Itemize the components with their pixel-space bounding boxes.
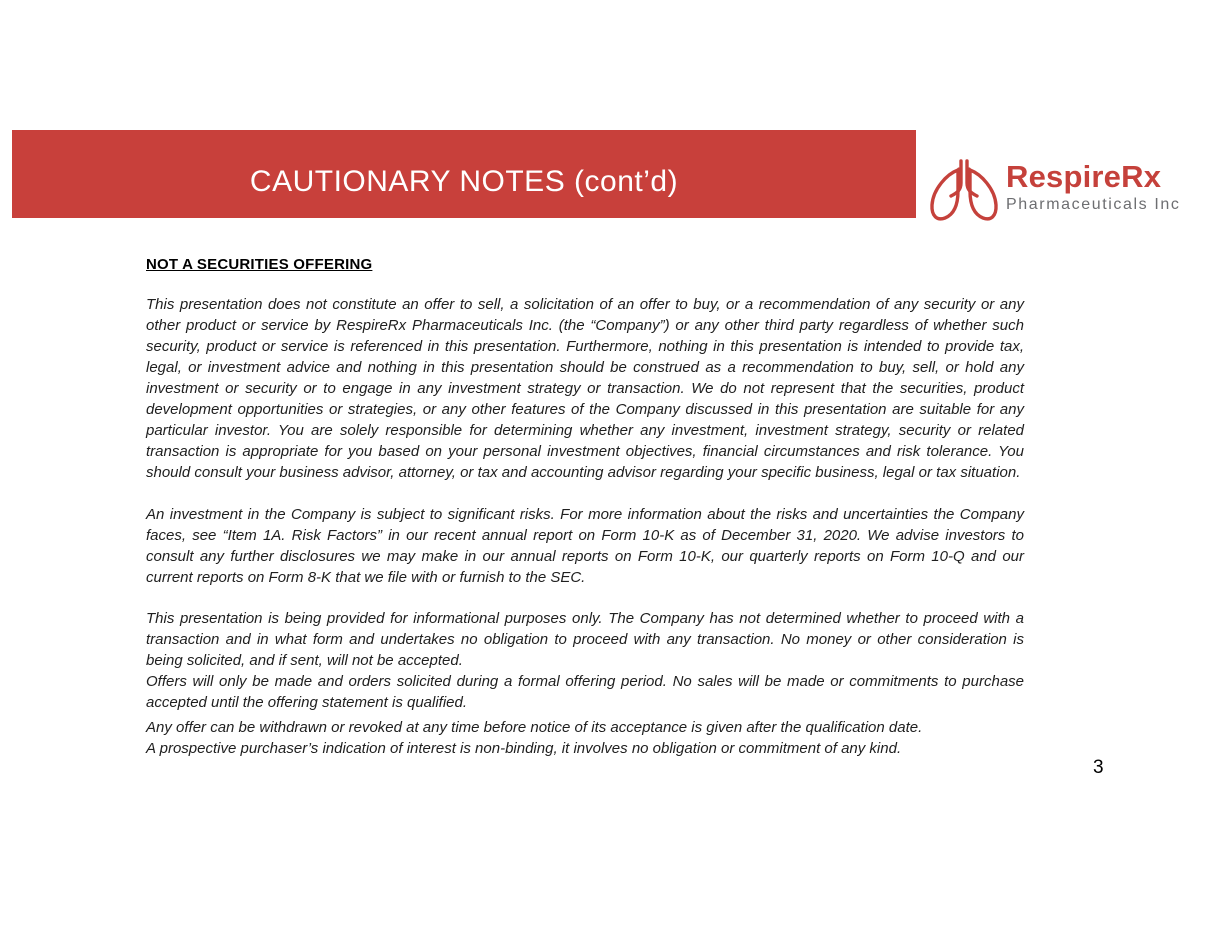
disclaimer-paragraph-2: An investment in the Company is subject to significant risks. For more information about the risks and uncertainties the Company faces, see “Item 1A. Risk Factors” in our recent annual report on Form 10-K as of December 31, 2020. We advise investors to consult any further disclosures we may make in our annual reports on Form 10-K, our quarterly reports on Form 10-Q and our current reports on Form 8-K that we file with or furnish to the SEC. xyxy=(146,506,1024,586)
disclaimer-paragraph-3-line-1: This presentation is being provided for informational purposes only. The Company has not determined whether to proceed with a transaction and in what form and undertakes no obligation to proceed with any transaction. No money or other consideration is being solicited, and if sent, will not be accepted. xyxy=(146,610,1024,669)
company-logo xyxy=(924,158,1199,228)
slide-title: CAUTIONARY NOTES (cont’d) xyxy=(249,165,679,198)
logo-company-subtitle: Pharmaceuticals Inc xyxy=(1006,196,1181,214)
page-number: 3 xyxy=(1093,757,1104,778)
title-banner xyxy=(12,130,916,218)
disclaimer-paragraph-3-line-2: Offers will only be made and orders solicited during a formal offering period. No sales will be made or commitments to purchase accepted until the offering statement is qualified. xyxy=(146,673,1024,711)
lungs-icon xyxy=(924,158,1004,226)
section-heading: NOT A SECURITIES OFFERING xyxy=(146,256,373,273)
slide-body xyxy=(146,256,1024,759)
logo-text xyxy=(1006,158,1180,214)
logo-company-name: RespireRx xyxy=(1006,159,1162,194)
disclaimer-paragraph-3 xyxy=(146,608,1024,759)
disclaimer-paragraph-3-line-4: A prospective purchaser’s indication of interest is non-binding, it involves no obligation or commitment of any kind. xyxy=(146,740,902,757)
disclaimer-paragraph-3-line-3: Any offer can be withdrawn or revoked at any time before notice of its acceptance is given after the qualification date. xyxy=(146,719,923,736)
disclaimer-paragraph-1: This presentation does not constitute an offer to sell, a solicitation of an offer to buy, or a recommendation of any security or any other product or service by RespireRx Pharmaceuticals Inc. (the “Company”) or any other third party regardless of whether such security, product or service is referenced in this presentation. Furthermore, nothing in this presentation is intended to provide tax, legal, or investment advice and nothing in this presentation should be construed as a recommendation to buy, sell, or hold any investment or security or to engage in any investment strategy or transaction. We do not represent that the securities, product development opportunities or strategies, or any other features of the Company discussed in this presentation are suitable for any particular investor. You are solely responsible for determining whether any investment, investment strategy, security or related transaction is appropriate for you based on your personal investment objectives, financial circumstances and risk tolerance. You should consult your business advisor, attorney, or tax and accounting advisor regarding your specific business, legal or tax situation. xyxy=(146,296,1024,481)
